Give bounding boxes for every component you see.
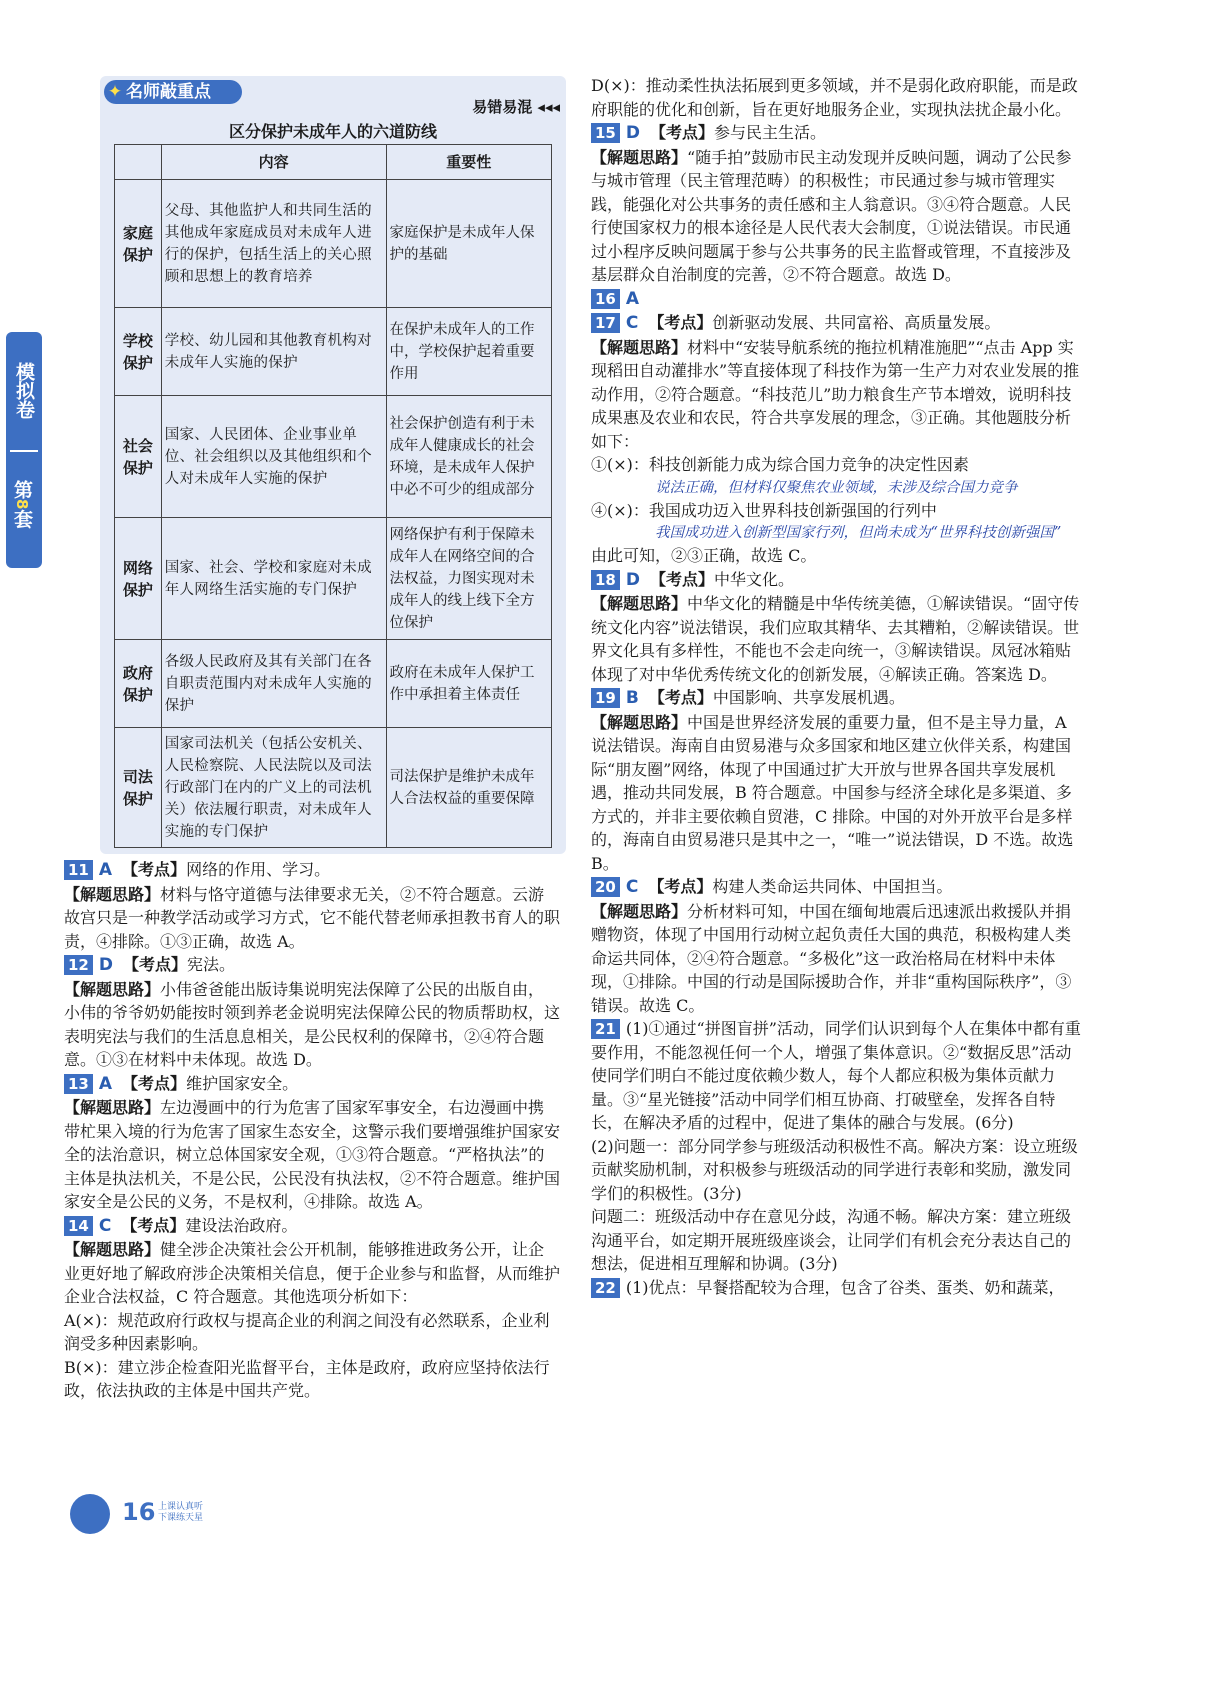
section-label: 【考点】 [122,860,187,879]
section-label: 【解题思路】 [591,712,688,732]
row-importance: 家庭保护是未成年人保护的基础 [386,180,552,308]
section-label: 【解题思路】 [591,901,688,921]
question-number: 18 [591,570,620,590]
paragraph-text: 网络的作用、学习。 [186,860,331,879]
question-number: 11 [64,860,93,880]
section-label: 【考点】 [648,877,713,896]
answer-letter: C [98,1215,112,1236]
table-row [115,728,552,848]
paragraph-text: 中国影响、共享发展机遇。 [712,688,905,707]
row-category: 家庭保护 [115,180,162,308]
footer-slogan-line: 下课练天星 [158,1513,204,1523]
paragraph-text: 构建人类命运共同体、中国担当。 [712,877,953,896]
answer-head [591,1017,1081,1135]
answer-head [591,875,1081,900]
table-header-row [115,145,552,180]
row-category: 学校保护 [115,308,162,396]
answer-explanation [591,146,1081,287]
answer-explanation [64,1096,560,1214]
row-content: 国家司法机关（包括公安机关、人民检察院、人民法院以及司法行政部门在内的广义上的司法机关）依法履行职责，对未成年人实施的专门保护 [161,728,386,848]
paragraph-text: 健全涉企决策社会公开机制，能够推进政务公开，让企业更好地了解政府涉企决策相关信息，便于企业参与和监督，从而维护企业合法权益，C 符合题意。其他选项分析如下： [64,1240,561,1306]
tip-box-header-text: 名师敲重点 [126,82,211,102]
table-row [115,518,552,640]
paragraph-text: 建设法治政府。 [185,1215,298,1235]
answer-letter: A [98,1073,113,1094]
question-number: 17 [591,313,620,333]
paragraph-text: 我国成功进入创新型国家行列，但尚未成为“世界科技创新强国” [655,525,1062,541]
answer-letter: C [625,877,639,897]
answer-head [591,121,1081,146]
side-tab-set-num: 8 [8,499,36,509]
table-header-blank [115,145,162,180]
answer-explanation [591,711,1081,876]
section-label: 【考点】 [123,955,188,974]
row-importance: 在保护未成年人的工作中，学校保护起着重要作用 [386,308,552,396]
paragraph-text: 中华文化的精髓是中华传统美德，①解读错误。“固守传统文化内容”说法错误，我们应取其精华、去其糟粕，②解读错误。世界文化具有多样性，不能也不会走向统一，③解读错误。凤冠冰箱贴体现了对中华优秀传统文化的创新发展，④解读正确。答案选 D。 [591,594,1080,684]
answer-explanation [591,592,1081,686]
handwritten-note [591,477,1081,499]
answer-letter: C [625,313,639,333]
row-content: 父母、其他监护人和共同生活的其他成年家庭成员对未成年人进行的保护，包括生活上的关心照顾和思想上的教育培养 [161,180,386,308]
answer-head [64,1214,560,1239]
paragraph-text: B(×)：建立涉企检查阳光监督平台，主体是政府，政府应坚持依法行政，依法执政的主体是中国共产党。 [64,1357,550,1400]
footer-slogan [158,1502,203,1524]
row-category: 政府保护 [115,640,162,728]
handwritten-note [591,522,1081,544]
paragraph-text: (2)问题一：部分同学参与班级活动积极性不高。解决方案：设立班级贡献奖励机制，对积极参与班级活动的同学进行表彰和奖励，激发同学们的积极性。(3分) [591,1136,1078,1203]
section-label: 【解题思路】 [64,884,161,904]
answer-letter: D [98,955,113,975]
row-importance: 司法保护是维护未成年人合法权益的重要保障 [386,728,552,848]
question-number: 20 [591,877,620,897]
row-category: 司法保护 [115,728,162,848]
answer-text [591,499,1081,523]
answer-head [64,1072,560,1097]
paragraph-text: “随手拍”鼓励市民主动发现并反映问题，调动了公民参与城市管理（民主管理范畴）的积极性；市民通过参与城市管理实践，能强化对公共事务的责任感和主人翁意识。③④符合题意。人民行使国家权力的根本途径是人民代表大会制度，①说法错误。市民通过小程序反映问题属于参与公共事务的民主监督或管理，不直接涉及基层群众自治制度的完善，②不符合题意。故选 D。 [591,147,1072,284]
tip-box-header [104,80,242,104]
table-row [115,308,552,396]
question-number: 16 [591,289,620,309]
paragraph-text: 由此可知，②③正确，故选 C。 [591,546,817,565]
paragraph-text: 分析材料可知，中国在缅甸地震后迅速派出救援队并捐赠物资，体现了中国用行动树立起负责任大国的典范，积极构建人类命运共同体，②④符合题意。“多极化”这一政治格局在材料中未体现，①排除。中国的行动是国际援助合作，并非“重构国际秩序”，③错误。故选 C。 [591,901,1072,1015]
section-label: 【解题思路】 [591,594,688,613]
side-tab-set-b: 套 [11,509,33,529]
question-number: 22 [591,1278,620,1298]
table-row [115,180,552,308]
row-importance: 社会保护创造有利于未成年人健康成长的社会环境，是未成年人保护中必不可少的组成部分 [386,396,552,518]
question-number: 21 [591,1019,620,1039]
tip-box-title: 区分保护未成年人的六道防线 [228,122,437,141]
mascot-icon [70,1494,110,1534]
table-row [115,396,552,518]
paragraph-text: 材料与恪守道德与法律要求无关，②不符合题意。云游故宫只是一种教学活动或学习方式，它不能代替老师承担教书育人的职责，④排除。①③正确，故选 A。 [64,884,561,951]
paragraph-text: ④(×)：我国成功迈入世界科技创新强国的行列中 [591,500,937,520]
side-tab-set [6,480,42,528]
protection-table [114,144,552,848]
question-number: 19 [591,688,620,708]
answer-explanation [591,900,1081,1018]
side-tab-label [6,362,42,424]
table-header-importance: 重要性 [386,145,552,180]
answer-text [591,1205,1081,1276]
answer-head [591,311,1081,336]
row-content: 国家、人民团体、企业事业单位、社会组织以及其他组织和个人对未成年人实施的保护 [161,396,386,518]
answer-head [591,287,1081,312]
row-content: 各级人民政府及其有关部门在各自职责范围内对未成年人实施的保护 [161,640,386,728]
paragraph-text: D(×)：推动柔性执法拓展到更多领域，并不是弱化政府职能，而是政府职能的优化和创新，旨在更好地服务企业，实现执法扰企最小化。 [591,76,1078,119]
answer-head [591,568,1081,593]
answer-text [591,74,1081,121]
row-content: 国家、社会、学校和家庭对未成年人网络生活实施的专门保护 [161,518,386,640]
answer-explanation [64,1238,560,1309]
row-importance: 政府在未成年人保护工作中承担着主体责任 [386,640,552,728]
answer-explanation [64,883,560,954]
section-label: 【考点】 [122,1073,187,1093]
answer-letter: A [625,288,640,309]
section-label: 【考点】 [648,688,713,707]
tip-box-label: 易错易混 ◂◂◂ [472,98,560,116]
answer-head [591,686,1081,711]
row-content: 学校、幼儿园和其他教育机构对未成年人实施的保护 [161,308,386,396]
section-label: 【考点】 [121,1215,186,1235]
section-label: 【考点】 [650,123,715,142]
answer-letter: A [98,860,113,880]
section-label: 【解题思路】 [64,1098,161,1117]
lightbulb-icon: ✦ [107,82,123,102]
answer-letter: D [625,569,640,590]
paragraph-text: 维护国家安全。 [186,1073,299,1093]
answer-text [591,1135,1081,1206]
paragraph-text: 问题二：班级活动中存在意见分歧，沟通不畅。解决方案：建立班级沟通平台，如定期开展班级座谈会，让同学们有机会充分表达自己的想法，促进相互理解和协调。(3分) [591,1207,1072,1273]
answer-head [591,1276,1081,1300]
section-label: 【考点】 [648,313,713,332]
question-number: 15 [591,123,620,143]
table-header-content: 内容 [161,145,386,180]
paragraph-text: ①(×)：科技创新能力成为综合国力竞争的决定性因素 [591,455,969,474]
section-label: 【解题思路】 [591,337,688,357]
answer-text [591,453,1081,477]
question-number: 12 [64,955,93,975]
answer-head [64,858,560,883]
section-label: 【解题思路】 [591,147,688,167]
paragraph-text: 左边漫画中的行为危害了国家军事安全，右边漫画中携带杧果入境的行为危害了国家生态安全，这警示我们要增强维护国家安全的法治意识，树立总体国家安全观，①③符合题意。“严格执法”的主体是执法机关，不是公民，公民没有执法权，②不符合题意。维护国家安全是公民的义务，不是权利，④排除。故选 A。 [64,1098,561,1211]
section-label: 【解题思路】 [64,979,161,999]
paragraph-text: A(×)：规范政府行政权与提高企业的利润之间没有必然联系，企业利润受多种因素影响。 [64,1310,550,1353]
side-tab-set-a: 第 [11,480,33,499]
answer-text [64,1309,560,1356]
table-row [115,640,552,728]
paragraph-text: 中华文化。 [714,569,795,589]
answer-explanation [64,978,560,1072]
page-footer [70,1494,220,1534]
right-answer-column [591,74,1081,1299]
paragraph-text: (1)优点：早餐搭配较为合理，包含了谷类、蛋类、奶和蔬菜， [625,1277,1065,1297]
side-tab [6,332,42,568]
paragraph-text: 材料中“安装导航系统的拖拉机精准施肥”“点击 App 实现稻田自动灌排水”等直接体现了科技作为第一生产力对农业发展的推动作用，②符合题意。“科技范儿”助力粮食生产节本增效，说明科技成果惠及农业和农民，符合共享发展的理念，③正确。其他题肢分析如下： [591,337,1080,451]
paragraph-text: 参与民主生活。 [714,123,827,142]
row-category: 社会保护 [115,396,162,518]
answer-head [64,953,560,978]
side-tab-text: 模拟卷 [13,362,35,419]
answer-letter: D [625,123,640,143]
paragraph-text: 中国是世界经济发展的重要力量，但不是主导力量，A 说法错误。海南自由贸易港与众多国家和地区建立伙伴关系，构建国际“朋友圈”网络，体现了中国通过扩大开放与世界各国共享发展机遇，推动共同发展，B 符合题意。中国参与经济全球化是多渠道、多方式的，并非主要依赖自贸港，C 排除。中国的对外开放平台是多样的，海南自由贸易港只是其中之一，“唯一”说法错误，D 不选。故选 B。 [591,712,1074,873]
answer-letter: B [625,688,639,708]
paragraph-text: 说法正确，但材料仅聚焦农业领域，未涉及综合国力竞争 [655,479,1018,496]
paragraph-text: 宪法。 [187,955,236,974]
section-label: 【考点】 [650,569,715,589]
paragraph-text: (1)①通过“拼图盲拼”活动，同学们认识到每个人在集体中都有重要作用，不能忽视任何一个人，增强了集体意识。②“数据反思”活动使同学们明白不能过度依赖少数人，每个人都应积极为集体贡献力量。③“星光链接”活动中同学们相互协商、打破壁垒，发挥各自特长，在解决矛盾的过程中，促进了集体的融合与发展。(6分) [591,1019,1081,1132]
side-tab-divider [10,450,38,452]
footer-slogan-line: 上课认真听 [158,1502,204,1512]
left-answer-column [64,858,560,1403]
row-category: 网络保护 [115,518,162,640]
answer-text [591,544,1081,568]
question-number: 13 [64,1074,93,1094]
paragraph-text: 小伟爸爸能出版诗集说明宪法保障了公民的出版自由，小伟的爷爷奶奶能按时领到养老金说明宪法保障公民的物质帮助权，这表明宪法与我们的生活息息相关，是公民权利的保障书，②④符合题意。①③在材料中未体现。故选 D。 [64,979,561,1069]
answer-text [64,1356,560,1403]
answer-explanation [591,336,1081,454]
row-importance: 网络保护有利于保障未成年人在网络空间的合法权益，力图实现对未成年人的线上线下全方位保护 [386,518,552,640]
question-number: 14 [64,1216,93,1236]
page-number: 16 [122,1498,156,1526]
paragraph-text: 创新驱动发展、共同富裕、高质量发展。 [712,313,1001,332]
section-label: 【解题思路】 [64,1240,161,1259]
